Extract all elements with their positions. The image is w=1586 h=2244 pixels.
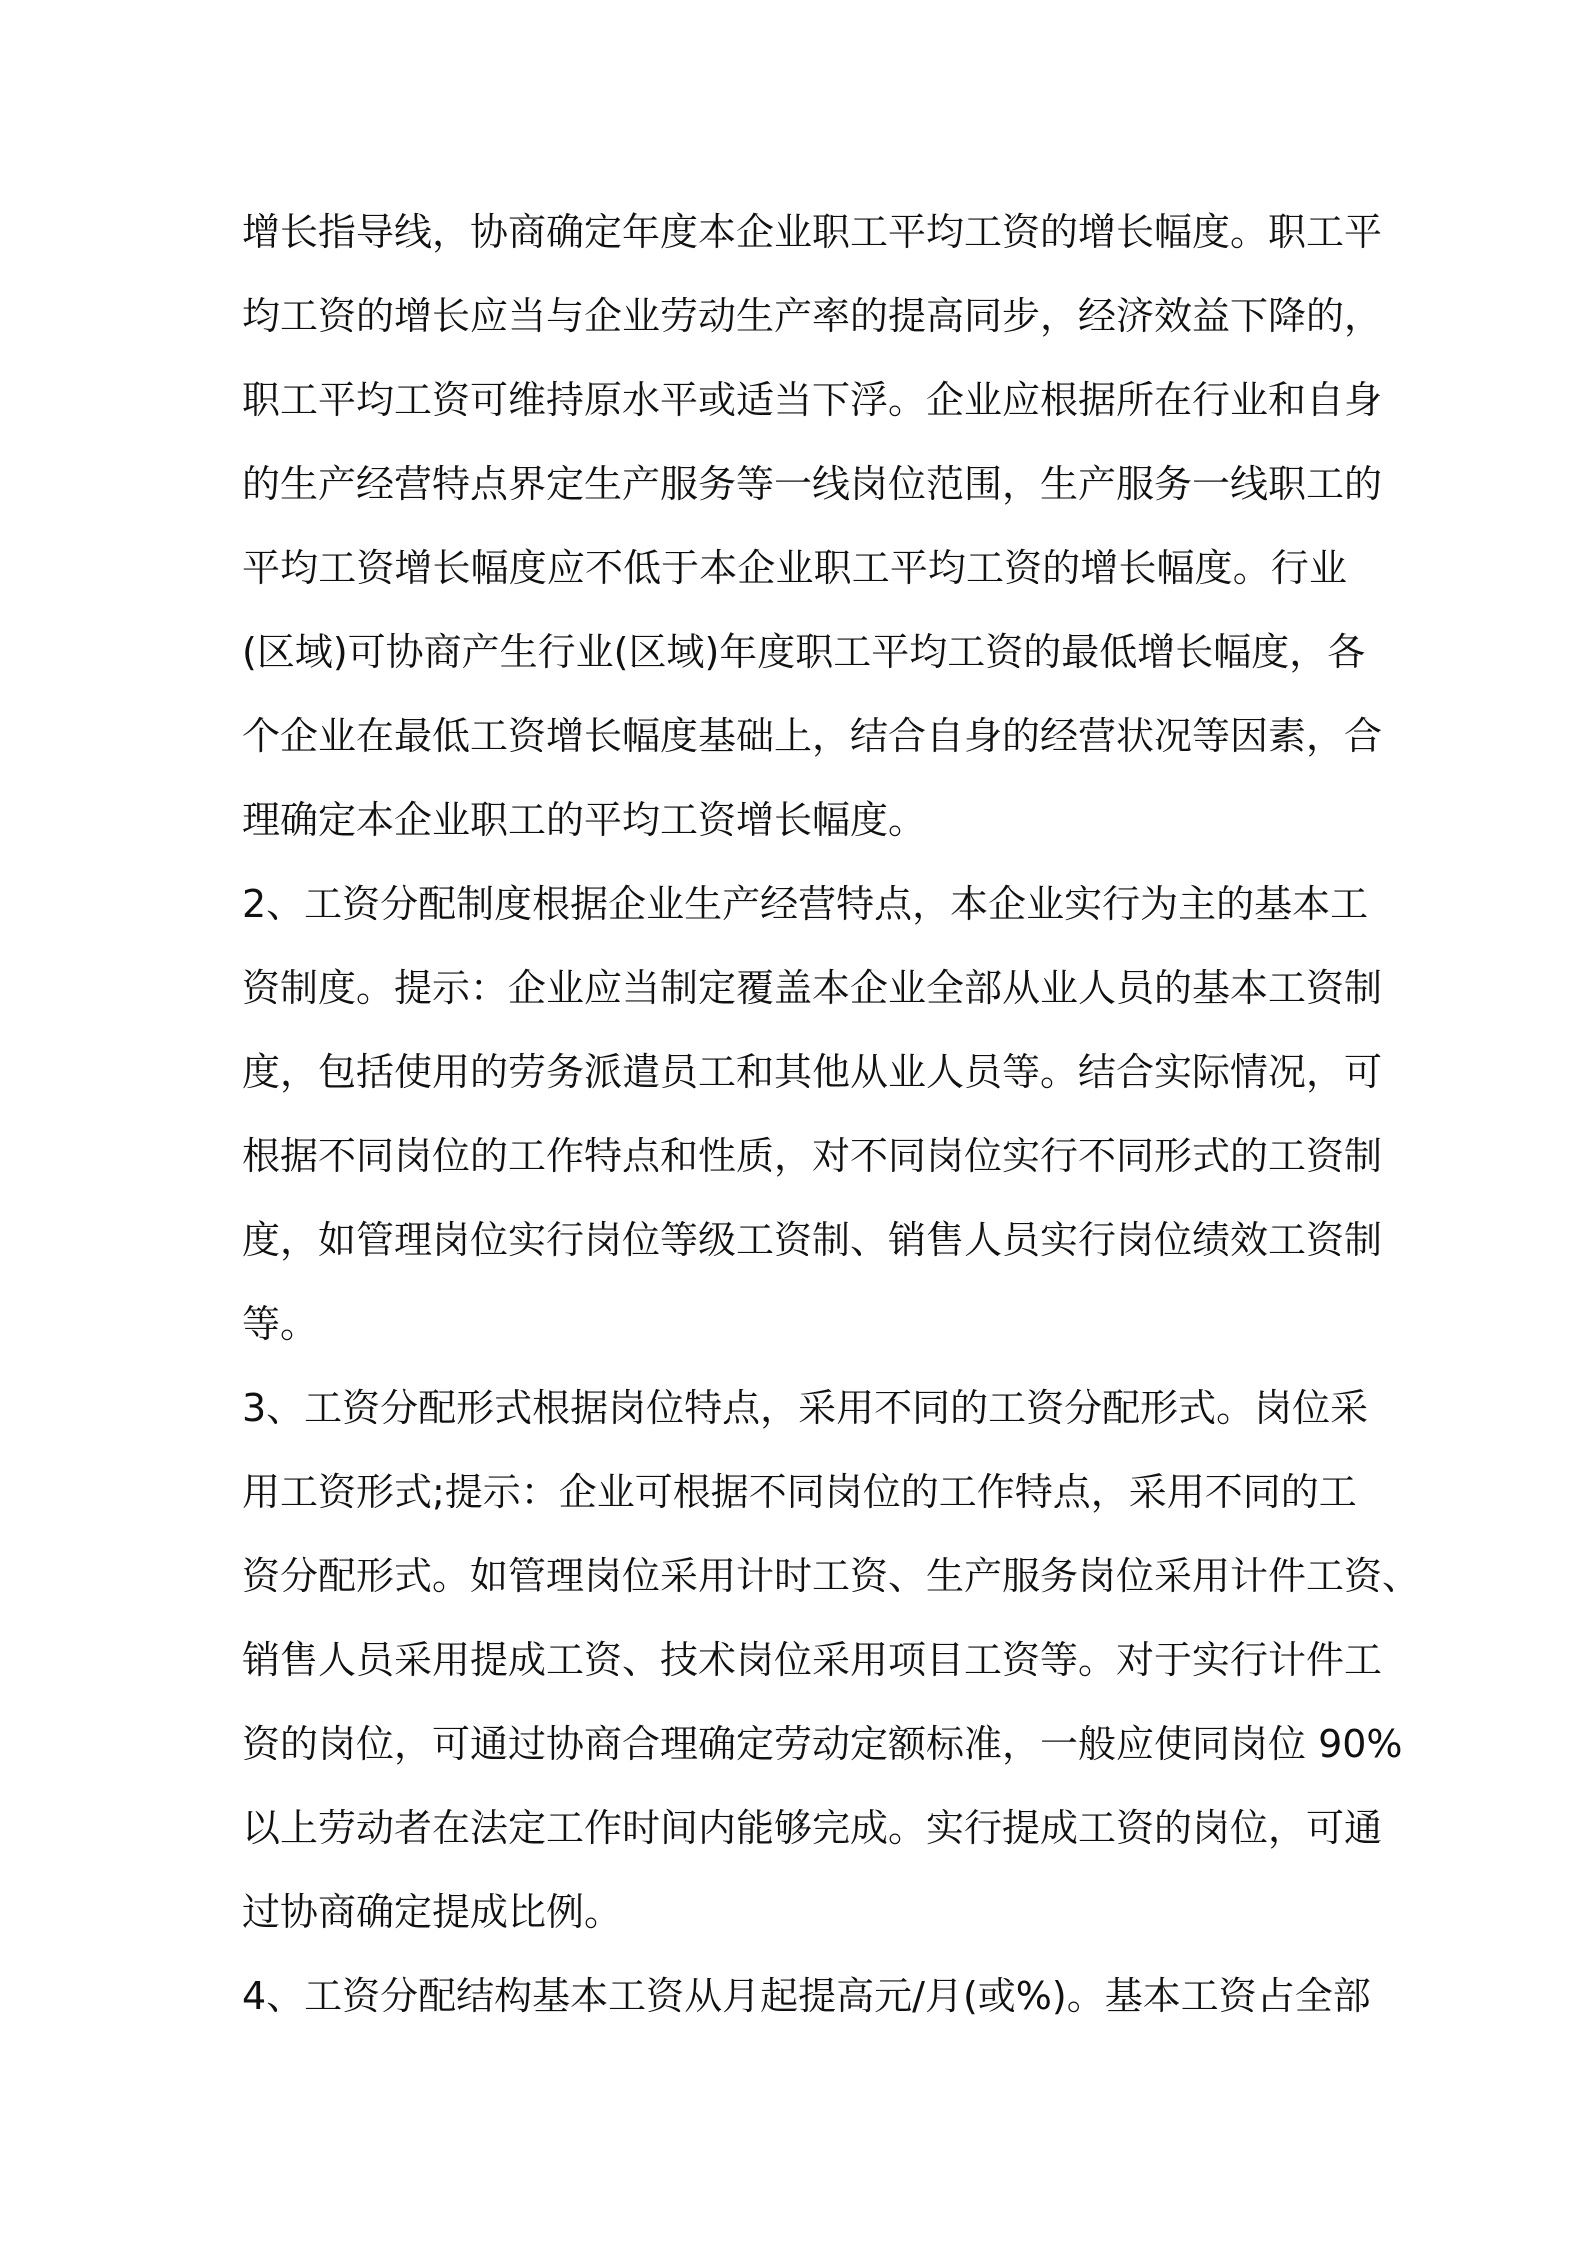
text-line: 度，如管理岗位实行岗位等级工资制、销售人员实行岗位绩效工资制 bbox=[242, 1218, 1383, 1262]
text-line: 4、工资分配结构基本工资从月起提高元/月(或%)。基本工资占全部 bbox=[242, 1974, 1371, 2018]
text-line: 过协商确定提成比例。 bbox=[242, 1890, 623, 1934]
text-line: 以上劳动者在法定工作时间内能够完成。实行提成工资的岗位，可通 bbox=[242, 1806, 1383, 1850]
text-line: 等。 bbox=[242, 1302, 319, 1346]
text-line: 平均工资增长幅度应不低于本企业职工平均工资的增长幅度。行业 bbox=[242, 546, 1347, 590]
text-line: (区域)可协商产生行业(区域)年度职工平均工资的最低增长幅度，各 bbox=[242, 630, 1366, 674]
text-line: 资分配形式。如管理岗位采用计时工资、生产服务岗位采用计件工资、 bbox=[242, 1554, 1421, 1598]
text-line: 增长指导线，协商确定年度本企业职工平均工资的增长幅度。职工平 bbox=[242, 210, 1383, 254]
text-line: 用工资形式;提示：企业可根据不同岗位的工作特点，采用不同的工 bbox=[242, 1470, 1357, 1514]
text-line: 的生产经营特点界定生产服务等一线岗位范围，生产服务一线职工的 bbox=[242, 462, 1383, 506]
text-line: 资制度。提示：企业应当制定覆盖本企业全部从业人员的基本工资制 bbox=[242, 966, 1383, 1010]
text-line: 根据不同岗位的工作特点和性质，对不同岗位实行不同形式的工资制 bbox=[242, 1134, 1383, 1178]
document-body bbox=[242, 190, 1421, 2038]
text-line: 度，包括使用的劳务派遣员工和其他从业人员等。结合实际情况，可 bbox=[242, 1050, 1383, 1094]
text-line: 理确定本企业职工的平均工资增长幅度。 bbox=[242, 798, 927, 842]
text-line: 2、工资分配制度根据企业生产经营特点，本企业实行为主的基本工 bbox=[242, 882, 1369, 926]
text-line: 3、工资分配形式根据岗位特点，采用不同的工资分配形式。岗位采 bbox=[242, 1386, 1369, 1430]
text-line: 资的岗位，可通过协商合理确定劳动定额标准，一般应使同岗位 90% bbox=[242, 1722, 1403, 1766]
text-line: 均工资的增长应当与企业劳动生产率的提高同步，经济效益下降的， bbox=[242, 294, 1383, 338]
text-line: 销售人员采用提成工资、技术岗位采用项目工资等。对于实行计件工 bbox=[242, 1638, 1383, 1682]
text-line: 职工平均工资可维持原水平或适当下浮。企业应根据所在行业和自身 bbox=[242, 378, 1383, 422]
text-line: 个企业在最低工资增长幅度基础上，结合自身的经营状况等因素，合 bbox=[242, 714, 1383, 758]
